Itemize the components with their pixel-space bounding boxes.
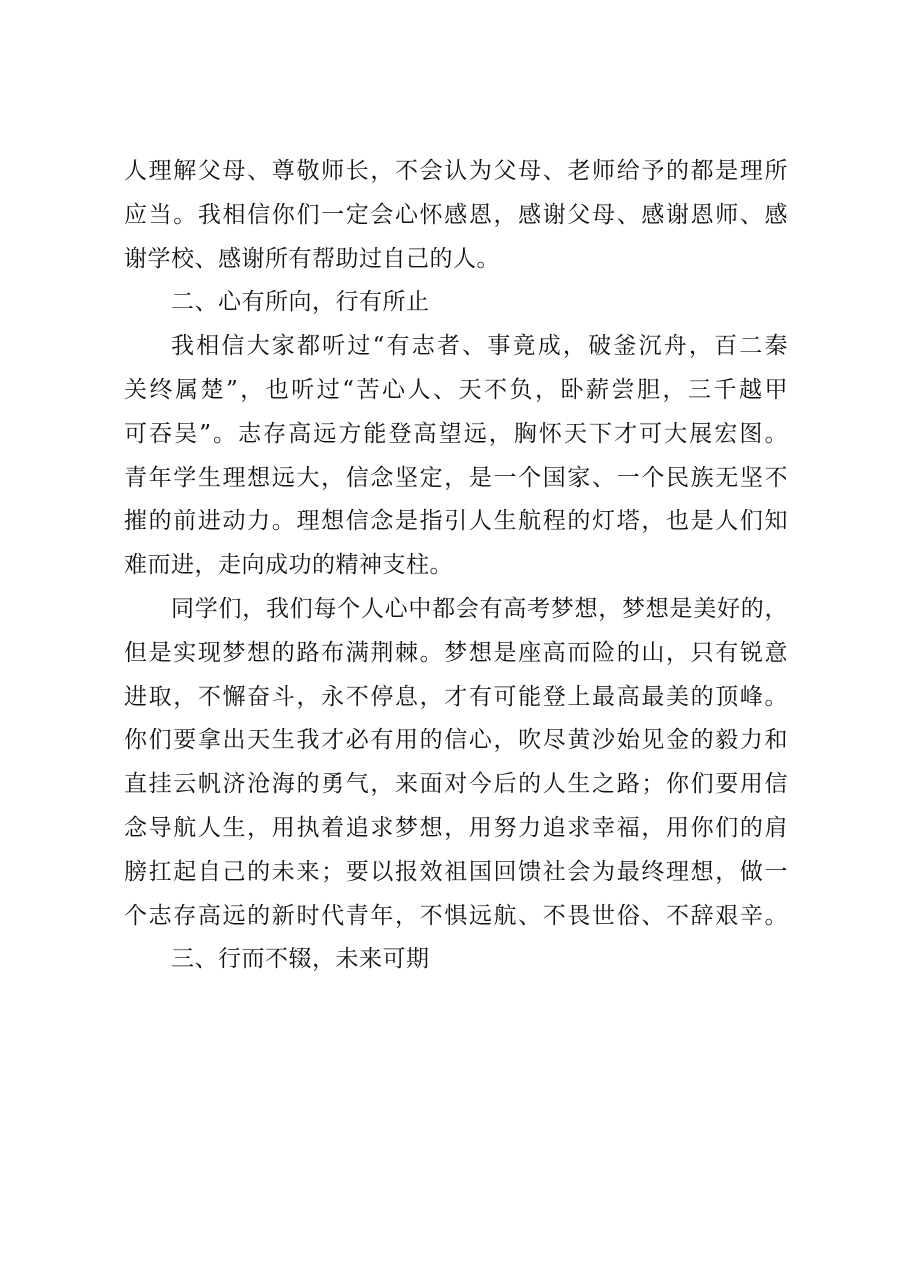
paragraph-line: 你们要拿出天生我才必有用的信心，吹尽黄沙始见金的毅力和 (124, 727, 788, 754)
paragraph-line: 难而进，走向成功的精神支柱。 (124, 552, 453, 579)
paragraph-line: 个志存高远的新时代青年，不惧远航、不畏世俗、不辞艰辛。 (124, 902, 788, 929)
document-body (124, 150, 788, 982)
paragraph-line: 同学们，我们每个人心中都会有高考梦想，梦想是美好的， (171, 595, 788, 622)
section-heading: 三、行而不辍，未来可期 (171, 946, 430, 973)
paragraph-line: 直挂云帆济沧海的勇气，来面对今后的人生之路；你们要用信 (124, 771, 788, 798)
paragraph-line: 摧的前进动力。理想信念是指引人生航程的灯塔，也是人们知 (124, 508, 788, 535)
paragraph-line: 青年学生理想远大，信念坚定，是一个国家、一个民族无坚不 (124, 464, 788, 491)
paragraph-line: 可吞吴”。志存高远方能登高望远，胸怀天下才可大展宏图。 (124, 420, 788, 447)
paragraph-line: 膀扛起自己的未来；要以报效祖国回馈社会为最终理想，做一 (124, 858, 788, 885)
paragraph-line: 念导航人生，用执着追求梦想，用努力追求幸福，用你们的肩 (124, 814, 788, 841)
paragraph-line: 人理解父母、尊敬师长，不会认为父母、老师给予的都是理所 (124, 158, 788, 184)
paragraph-line: 关终属楚”，也听过“苦心人、天不负，卧薪尝胆，三千越甲 (124, 376, 788, 403)
paragraph-line: 但是实现梦想的路布满荆棘。梦想是座高而险的山，只有锐意 (124, 639, 788, 666)
section-heading: 二、心有所向，行有所止 (171, 289, 430, 316)
paragraph-line: 应当。我相信你们一定会心怀感恩，感谢父母、感谢恩师、感 (124, 201, 788, 228)
paragraph-line: 进取，不懈奋斗，永不停息，才有可能登上最高最美的顶峰。 (124, 683, 788, 710)
paragraph-line: 谢学校、感谢所有帮助过自己的人。 (124, 245, 500, 272)
paragraph-line: 我相信大家都听过“有志者、事竟成，破釜沉舟，百二秦 (171, 333, 788, 360)
